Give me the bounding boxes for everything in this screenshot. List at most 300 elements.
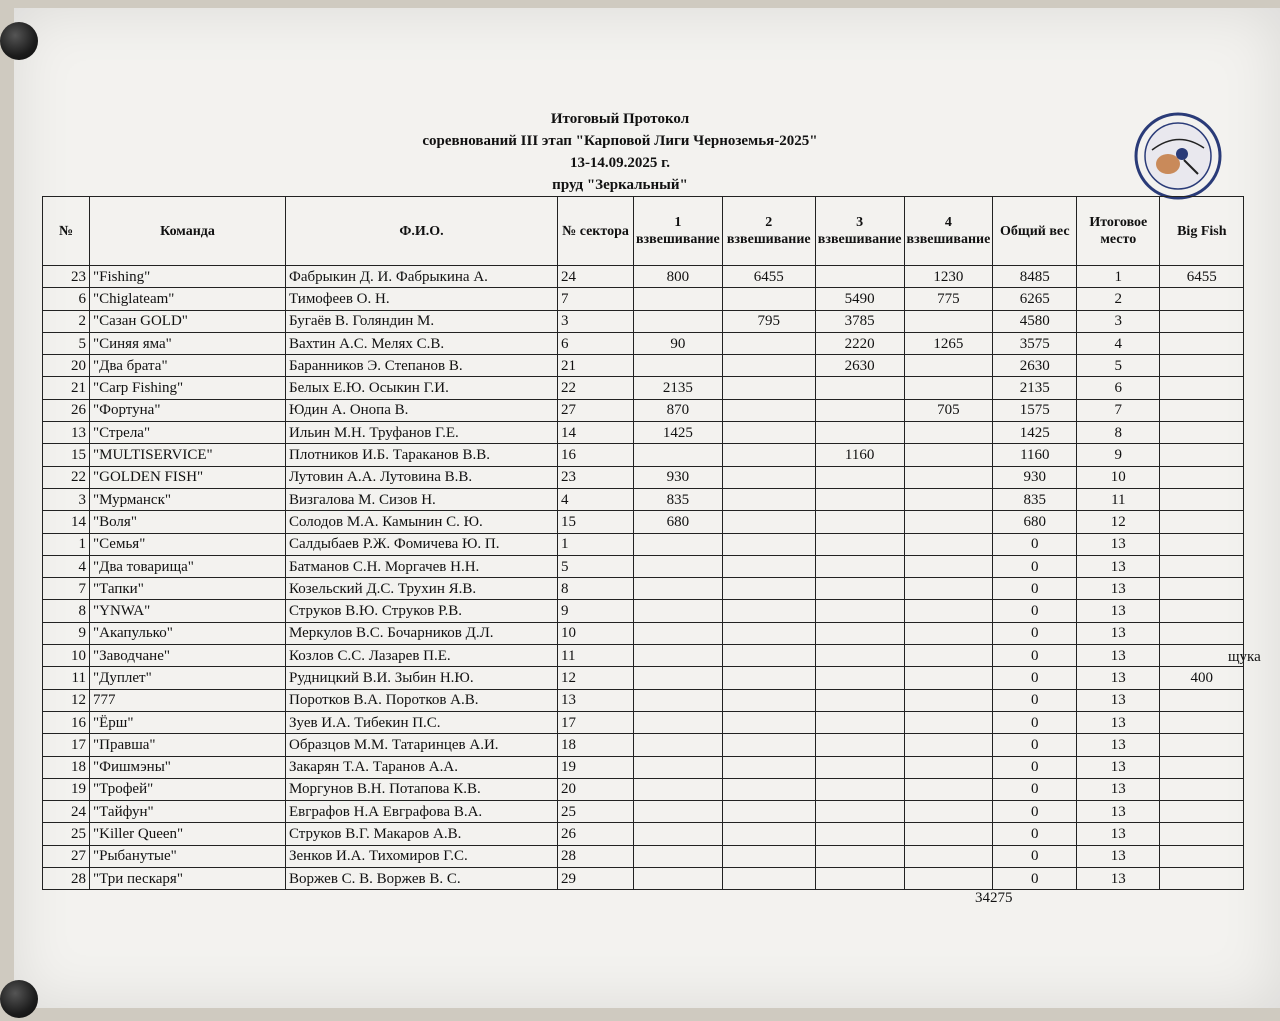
big-fish	[1160, 422, 1244, 444]
sector: 18	[558, 734, 634, 756]
weigh-in-1	[634, 578, 723, 600]
final-place: 13	[1077, 711, 1160, 733]
final-place: 4	[1077, 332, 1160, 354]
total-weight-cell: 930	[993, 466, 1077, 488]
final-place: 8	[1077, 422, 1160, 444]
team-name: "Заводчане"	[90, 645, 286, 667]
sector: 13	[558, 689, 634, 711]
weigh-in-1	[634, 600, 723, 622]
big-fish: 6455	[1160, 266, 1244, 288]
weigh-in-3	[815, 600, 904, 622]
weigh-in-1	[634, 778, 723, 800]
total-weight-cell: 0	[993, 689, 1077, 711]
weigh-in-1	[634, 667, 723, 689]
weigh-in-2	[722, 868, 815, 890]
table-row	[43, 801, 1244, 823]
big-fish	[1160, 310, 1244, 332]
final-place: 13	[1077, 667, 1160, 689]
total-weight-cell: 1160	[993, 444, 1077, 466]
sector: 14	[558, 422, 634, 444]
team-name: "Фортуна"	[90, 399, 286, 421]
final-place: 13	[1077, 689, 1160, 711]
total-weight-cell: 0	[993, 645, 1077, 667]
weigh-in-3	[815, 266, 904, 288]
weigh-in-3	[815, 823, 904, 845]
team-name: "Рыбанутые"	[90, 845, 286, 867]
total-weight-cell: 6265	[993, 288, 1077, 310]
table-body	[43, 266, 1244, 890]
column-header: Итоговое место	[1077, 197, 1160, 266]
sector: 11	[558, 645, 634, 667]
column-header: 2 взвешивание	[722, 197, 815, 266]
big-fish-note: щука	[1228, 649, 1261, 665]
weigh-in-1: 800	[634, 266, 723, 288]
final-place: 13	[1077, 645, 1160, 667]
team-name: "Дуплет"	[90, 667, 286, 689]
table-row	[43, 466, 1244, 488]
table-row	[43, 511, 1244, 533]
document-header	[0, 108, 1280, 196]
team-members: Струков В.Ю. Струков Р.В.	[286, 600, 558, 622]
big-fish	[1160, 555, 1244, 577]
team-members: Зуев И.А. Тибекин П.С.	[286, 711, 558, 733]
team-members: Плотников И.Б. Тараканов В.В.	[286, 444, 558, 466]
big-fish	[1160, 578, 1244, 600]
column-header: 3 взвешивание	[815, 197, 904, 266]
final-place: 13	[1077, 823, 1160, 845]
weigh-in-2	[722, 488, 815, 510]
table-row	[43, 266, 1244, 288]
team-members: Вахтин А.С. Мелях С.В.	[286, 332, 558, 354]
weigh-in-3	[815, 868, 904, 890]
big-fish	[1160, 801, 1244, 823]
weigh-in-2	[722, 422, 815, 444]
weigh-in-3	[815, 645, 904, 667]
final-place: 13	[1077, 756, 1160, 778]
weigh-in-1	[634, 622, 723, 644]
weigh-in-4	[904, 622, 993, 644]
weigh-in-3	[815, 488, 904, 510]
team-number: 8	[43, 600, 90, 622]
binder-clip-icon	[0, 980, 38, 1018]
header-event: соревнований III этап "Карповой Лиги Черноземья-2025"	[422, 133, 818, 149]
total-weight-cell: 835	[993, 488, 1077, 510]
weigh-in-4	[904, 555, 993, 577]
team-name: "Фишмэны"	[90, 756, 286, 778]
team-number: 11	[43, 667, 90, 689]
weigh-in-1: 1425	[634, 422, 723, 444]
table-row	[43, 444, 1244, 466]
sector: 8	[558, 578, 634, 600]
weigh-in-3	[815, 578, 904, 600]
big-fish	[1160, 377, 1244, 399]
league-logo-icon	[1132, 110, 1224, 202]
team-number: 9	[43, 622, 90, 644]
table-row	[43, 645, 1244, 667]
table-row	[43, 778, 1244, 800]
weigh-in-4	[904, 711, 993, 733]
final-place: 10	[1077, 466, 1160, 488]
sector: 24	[558, 266, 634, 288]
weigh-in-4	[904, 310, 993, 332]
weigh-in-2: 795	[722, 310, 815, 332]
team-members: Бугаёв В. Голяндин М.	[286, 310, 558, 332]
sector: 17	[558, 711, 634, 733]
weigh-in-4	[904, 689, 993, 711]
weigh-in-1	[634, 734, 723, 756]
weigh-in-2	[722, 355, 815, 377]
table-row	[43, 377, 1244, 399]
final-place: 7	[1077, 399, 1160, 421]
weigh-in-2	[722, 756, 815, 778]
team-number: 19	[43, 778, 90, 800]
team-name: "Ёрш"	[90, 711, 286, 733]
team-name: "Killer Queen"	[90, 823, 286, 845]
team-members: Козлов С.С. Лазарев П.Е.	[286, 645, 558, 667]
weigh-in-2	[722, 332, 815, 354]
final-place: 6	[1077, 377, 1160, 399]
column-header: №	[43, 197, 90, 266]
total-weight-cell: 1575	[993, 399, 1077, 421]
total-weight-cell: 8485	[993, 266, 1077, 288]
sector: 16	[558, 444, 634, 466]
team-members: Лутовин А.А. Лутовина В.В.	[286, 466, 558, 488]
team-name: "Тайфун"	[90, 801, 286, 823]
total-weight-cell: 0	[993, 756, 1077, 778]
team-number: 24	[43, 801, 90, 823]
big-fish	[1160, 288, 1244, 310]
table-row	[43, 422, 1244, 444]
sector: 15	[558, 511, 634, 533]
table-row	[43, 555, 1244, 577]
weigh-in-4	[904, 488, 993, 510]
total-weight-cell: 0	[993, 778, 1077, 800]
weigh-in-2	[722, 444, 815, 466]
team-name: "Два товарища"	[90, 555, 286, 577]
team-number: 15	[43, 444, 90, 466]
final-place: 13	[1077, 801, 1160, 823]
total-weight-cell: 0	[993, 711, 1077, 733]
team-number: 22	[43, 466, 90, 488]
weigh-in-3: 5490	[815, 288, 904, 310]
total-weight-cell: 0	[993, 667, 1077, 689]
big-fish	[1160, 600, 1244, 622]
team-name: "Правша"	[90, 734, 286, 756]
weigh-in-3	[815, 667, 904, 689]
final-place: 13	[1077, 555, 1160, 577]
final-place: 13	[1077, 578, 1160, 600]
total-weight-cell: 0	[993, 533, 1077, 555]
weigh-in-3	[815, 399, 904, 421]
team-number: 25	[43, 823, 90, 845]
table-row	[43, 533, 1244, 555]
big-fish	[1160, 511, 1244, 533]
sector: 21	[558, 355, 634, 377]
weigh-in-2	[722, 288, 815, 310]
table-row	[43, 288, 1244, 310]
column-header: 4 взвешивание	[904, 197, 993, 266]
weigh-in-3	[815, 422, 904, 444]
team-name: "Воля"	[90, 511, 286, 533]
weigh-in-4	[904, 734, 993, 756]
sector: 28	[558, 845, 634, 867]
team-members: Поротков В.А. Поротков А.В.	[286, 689, 558, 711]
team-number: 20	[43, 355, 90, 377]
team-name: "Трофей"	[90, 778, 286, 800]
weigh-in-1: 680	[634, 511, 723, 533]
big-fish	[1160, 734, 1244, 756]
total-weight-cell: 0	[993, 600, 1077, 622]
sector: 4	[558, 488, 634, 510]
team-name: "YNWA"	[90, 600, 286, 622]
weigh-in-2	[722, 533, 815, 555]
total-weight-cell: 0	[993, 845, 1077, 867]
total-weight-cell: 1425	[993, 422, 1077, 444]
team-number: 5	[43, 332, 90, 354]
column-header: Общий вес	[993, 197, 1077, 266]
team-name: "GOLDEN FISH"	[90, 466, 286, 488]
weigh-in-1: 835	[634, 488, 723, 510]
sector: 6	[558, 332, 634, 354]
weigh-in-3	[815, 377, 904, 399]
team-number: 6	[43, 288, 90, 310]
weigh-in-3	[815, 622, 904, 644]
weigh-in-3	[815, 689, 904, 711]
big-fish	[1160, 399, 1244, 421]
team-members: Образцов М.М. Татаринцев А.И.	[286, 734, 558, 756]
weigh-in-4	[904, 377, 993, 399]
big-fish	[1160, 622, 1244, 644]
sector: 27	[558, 399, 634, 421]
weigh-in-2	[722, 711, 815, 733]
team-name: "Три пескаря"	[90, 868, 286, 890]
weigh-in-4	[904, 667, 993, 689]
table-row	[43, 711, 1244, 733]
team-members: Юдин А. Онопа В.	[286, 399, 558, 421]
team-number: 3	[43, 488, 90, 510]
weigh-in-2	[722, 845, 815, 867]
total-weight-cell: 0	[993, 868, 1077, 890]
team-name: "Chiglateam"	[90, 288, 286, 310]
weigh-in-2	[722, 466, 815, 488]
big-fish	[1160, 711, 1244, 733]
weigh-in-4	[904, 778, 993, 800]
total-weight-cell: 0	[993, 734, 1077, 756]
weigh-in-1: 2135	[634, 377, 723, 399]
weigh-in-2	[722, 801, 815, 823]
team-members: Фабрыкин Д. И. Фабрыкина А.	[286, 266, 558, 288]
weigh-in-3	[815, 555, 904, 577]
sector: 25	[558, 801, 634, 823]
team-members: Зенков И.А. Тихомиров Г.С.	[286, 845, 558, 867]
team-members: Солодов М.А. Камынин С. Ю.	[286, 511, 558, 533]
table-row	[43, 622, 1244, 644]
big-fish	[1160, 488, 1244, 510]
sector: 22	[558, 377, 634, 399]
weigh-in-2	[722, 689, 815, 711]
sector: 3	[558, 310, 634, 332]
table-row	[43, 332, 1244, 354]
sector: 1	[558, 533, 634, 555]
weigh-in-4	[904, 801, 993, 823]
weigh-in-1	[634, 711, 723, 733]
team-number: 14	[43, 511, 90, 533]
header-date: 13-14.09.2025 г.	[569, 155, 671, 171]
big-fish	[1160, 868, 1244, 890]
big-fish	[1160, 823, 1244, 845]
weigh-in-4	[904, 823, 993, 845]
team-number: 13	[43, 422, 90, 444]
weigh-in-3	[815, 734, 904, 756]
total-weight-cell: 0	[993, 578, 1077, 600]
team-name: 777	[90, 689, 286, 711]
sector: 20	[558, 778, 634, 800]
final-place: 13	[1077, 778, 1160, 800]
team-number: 1	[43, 533, 90, 555]
team-number: 4	[43, 555, 90, 577]
weigh-in-2	[722, 667, 815, 689]
table-header-row	[43, 197, 1244, 266]
weigh-in-3: 2630	[815, 355, 904, 377]
sector: 9	[558, 600, 634, 622]
weigh-in-4	[904, 578, 993, 600]
weigh-in-3	[815, 801, 904, 823]
team-number: 26	[43, 399, 90, 421]
team-name: "Fishing"	[90, 266, 286, 288]
team-members: Салдыбаев Р.Ж. Фомичева Ю. П.	[286, 533, 558, 555]
table-row	[43, 868, 1244, 890]
team-members: Закарян Т.А. Таранов А.А.	[286, 756, 558, 778]
table-row	[43, 600, 1244, 622]
team-members: Козельский Д.С. Трухин Я.В.	[286, 578, 558, 600]
weigh-in-4	[904, 756, 993, 778]
weigh-in-4: 1230	[904, 266, 993, 288]
team-number: 17	[43, 734, 90, 756]
team-members: Белых Е.Ю. Осыкин Г.И.	[286, 377, 558, 399]
team-name: "Carp Fishing"	[90, 377, 286, 399]
weigh-in-2	[722, 399, 815, 421]
team-number: 23	[43, 266, 90, 288]
weigh-in-4	[904, 868, 993, 890]
team-members: Тимофеев О. Н.	[286, 288, 558, 310]
weigh-in-2	[722, 778, 815, 800]
sector: 19	[558, 756, 634, 778]
weigh-in-2	[722, 578, 815, 600]
big-fish	[1160, 444, 1244, 466]
team-name: "Акапулько"	[90, 622, 286, 644]
weigh-in-2	[722, 734, 815, 756]
final-place: 13	[1077, 734, 1160, 756]
sector: 23	[558, 466, 634, 488]
weigh-in-4	[904, 422, 993, 444]
table-row	[43, 578, 1244, 600]
binder-clip-icon	[0, 22, 38, 60]
team-number: 27	[43, 845, 90, 867]
big-fish	[1160, 756, 1244, 778]
big-fish	[1160, 466, 1244, 488]
sector: 7	[558, 288, 634, 310]
weigh-in-2	[722, 377, 815, 399]
team-number: 18	[43, 756, 90, 778]
team-number: 21	[43, 377, 90, 399]
total-weight-cell: 0	[993, 555, 1077, 577]
team-number: 10	[43, 645, 90, 667]
big-fish	[1160, 533, 1244, 555]
team-name: "Тапки"	[90, 578, 286, 600]
weigh-in-4	[904, 533, 993, 555]
weigh-in-1	[634, 845, 723, 867]
sector: 5	[558, 555, 634, 577]
column-header: Ф.И.О.	[286, 197, 558, 266]
team-members: Батманов С.Н. Моргачев Н.Н.	[286, 555, 558, 577]
final-place: 13	[1077, 600, 1160, 622]
sector: 29	[558, 868, 634, 890]
team-name: "Мурманск"	[90, 488, 286, 510]
big-fish	[1160, 332, 1244, 354]
weigh-in-3: 3785	[815, 310, 904, 332]
weigh-in-4	[904, 466, 993, 488]
final-place: 12	[1077, 511, 1160, 533]
team-members: Струков В.Г. Макаров А.В.	[286, 823, 558, 845]
team-members: Ильин М.Н. Труфанов Г.Е.	[286, 422, 558, 444]
total-weight-cell: 0	[993, 801, 1077, 823]
weigh-in-4	[904, 645, 993, 667]
weigh-in-3	[815, 756, 904, 778]
weigh-in-1	[634, 444, 723, 466]
final-place: 13	[1077, 533, 1160, 555]
final-place: 13	[1077, 868, 1160, 890]
weigh-in-1	[634, 533, 723, 555]
final-place: 3	[1077, 310, 1160, 332]
weigh-in-1: 90	[634, 332, 723, 354]
table-row	[43, 734, 1244, 756]
team-number: 28	[43, 868, 90, 890]
final-place: 13	[1077, 845, 1160, 867]
big-fish	[1160, 778, 1244, 800]
total-weight-cell: 2630	[993, 355, 1077, 377]
weigh-in-3	[815, 778, 904, 800]
weigh-in-4	[904, 845, 993, 867]
team-members: Меркулов В.С. Бочарников Д.Л.	[286, 622, 558, 644]
final-place: 9	[1077, 444, 1160, 466]
team-name: "Сазан GOLD"	[90, 310, 286, 332]
weigh-in-1	[634, 689, 723, 711]
weigh-in-1	[634, 823, 723, 845]
column-header: Команда	[90, 197, 286, 266]
team-members: Рудницкий В.И. Зыбин Н.Ю.	[286, 667, 558, 689]
final-place: 2	[1077, 288, 1160, 310]
final-place: 5	[1077, 355, 1160, 377]
weigh-in-1: 930	[634, 466, 723, 488]
table-row	[43, 355, 1244, 377]
sector: 26	[558, 823, 634, 845]
team-name: "Два брата"	[90, 355, 286, 377]
weigh-in-4: 1265	[904, 332, 993, 354]
team-number: 2	[43, 310, 90, 332]
weigh-in-3	[815, 533, 904, 555]
team-number: 16	[43, 711, 90, 733]
weigh-in-2: 6455	[722, 266, 815, 288]
weigh-in-3	[815, 711, 904, 733]
final-place: 11	[1077, 488, 1160, 510]
total-weight: 34275	[975, 890, 1013, 906]
final-place: 1	[1077, 266, 1160, 288]
table-row	[43, 667, 1244, 689]
weigh-in-3	[815, 511, 904, 533]
table-row	[43, 310, 1244, 332]
table-row	[43, 845, 1244, 867]
team-name: "MULTISERVICE"	[90, 444, 286, 466]
